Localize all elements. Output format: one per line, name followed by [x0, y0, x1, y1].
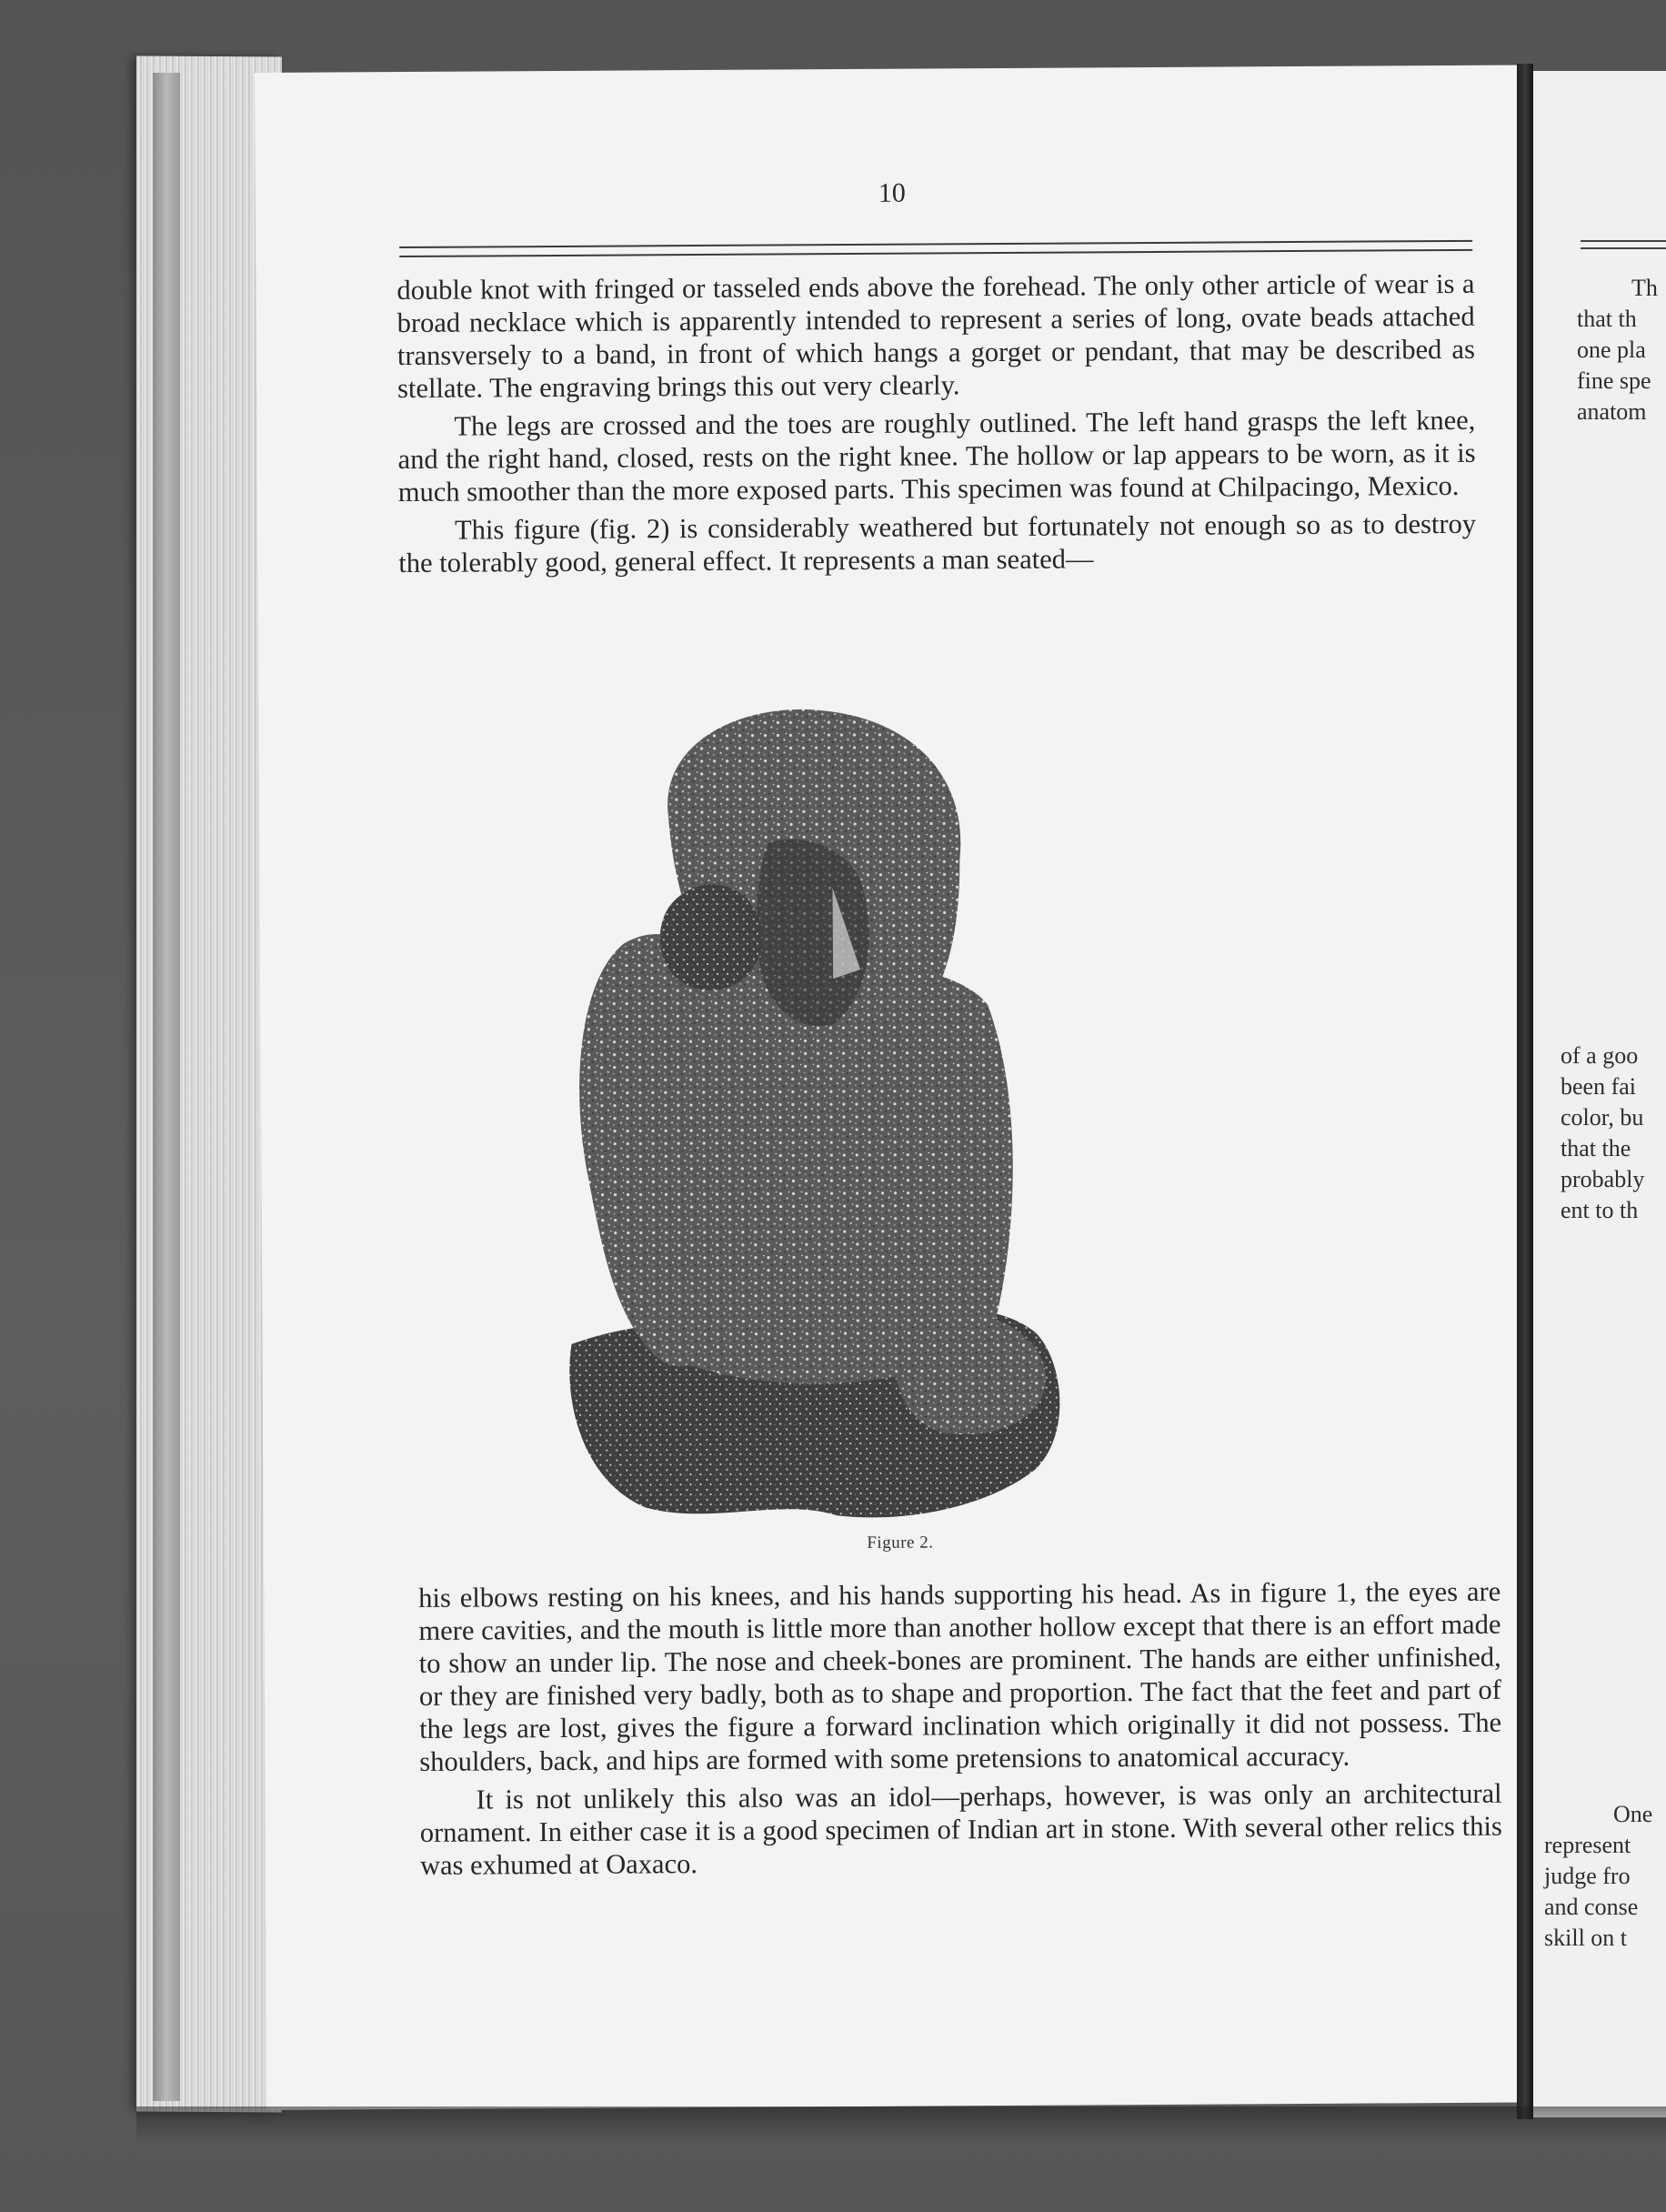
page-number: 10 [878, 177, 906, 208]
paragraph: This figure (fig. 2) is considerably weathered but fortunately not enough so as to destroy the tolerably good, general effect. It represents a man seated— [398, 508, 1477, 579]
right-page-line: skill on t [1544, 1925, 1628, 1951]
right-page-line: of a goo [1561, 1042, 1639, 1069]
figure-caption: Figure 2. [867, 1533, 934, 1553]
right-page-line: probably [1561, 1166, 1645, 1192]
paragraph: The legs are crossed and the toes are roughly outlined. The left hand grasps the left knee, and the right hand, closed, rests on the right knee. The hollow or lap appears to be worn, as it is much smoother than the more exposed parts. This specimen was found at Chilpacingo, Mexico. [397, 404, 1476, 508]
right-page-line: and conse [1544, 1894, 1639, 1920]
book-page-left [255, 65, 1541, 2110]
right-page-line: that the [1561, 1135, 1631, 1161]
text-block-bottom [418, 1575, 1502, 1887]
text-block-top [396, 267, 1476, 585]
right-page-line: ent to th [1561, 1197, 1639, 1223]
right-page-line: one pla [1577, 337, 1646, 363]
right-page-line: One [1613, 1801, 1653, 1827]
paragraph: his elbows resting on his knees, and his hands supporting his head. As in figure 1, the eyes are mere cavities, and the mouth is little more than another hollow except that there is an effort made to show an under lip. The nose and cheek-bones are prominent. The hands are either unfinished, or they are finished very badly, both as to shape and proportion. The fact that the feet and part of the legs are lost, gives the figure a forward inclination which originally it did not possess. The shoulders, back, and hips are formed with some pretensions to anatomical accuracy. [418, 1575, 1502, 1777]
header-rule [1581, 240, 1666, 249]
right-page-line: Th [1631, 275, 1658, 301]
paragraph: double knot with fringed or tasseled ends above the forehead. The only other article of wear is a broad necklace which is apparently intended to represent a series of long, ovate beads attached transversely to a band, in front of which hangs a gorget or pendant, that may be described as stellate. The engraving brings this out very clearly. [396, 267, 1475, 405]
right-page-line: represent [1544, 1832, 1631, 1858]
right-page-line: that th [1577, 306, 1637, 332]
right-page-line: been fai [1561, 1073, 1637, 1100]
book-page-right [1533, 71, 1666, 2117]
book-bottom-shadow [136, 2106, 1666, 2143]
header-rule [399, 240, 1472, 257]
right-page-line: fine spe [1577, 367, 1651, 394]
right-page-line: judge fro [1544, 1863, 1631, 1889]
book-gutter [1517, 64, 1533, 2119]
paragraph: It is not unlikely this also was an idol—perhaps, however, is was only an architectural ornament. In either case it is a good specimen of Indian art in stone. With several other relics this was exhumed at Oaxaco. [419, 1777, 1502, 1881]
right-page-line: color, bu [1561, 1104, 1644, 1131]
book-spine-shadow [153, 73, 180, 2101]
right-page-line: anatom [1577, 398, 1647, 425]
figure-seated-stone-idol [558, 705, 1072, 1526]
